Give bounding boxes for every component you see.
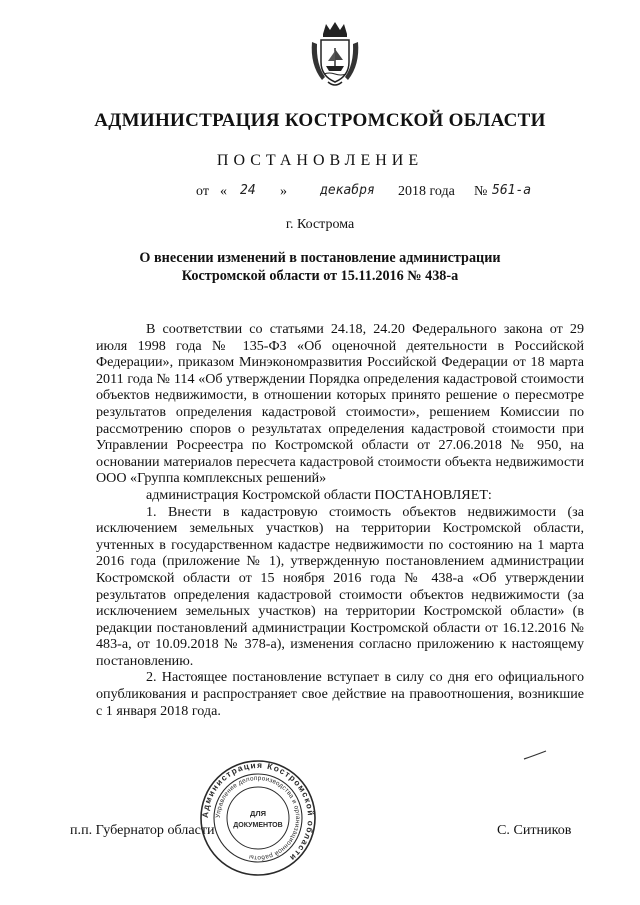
stamp-inner-text: Управление делопроизводства и организационной работы [214, 774, 302, 862]
document-type: ПОСТАНОВЛЕНИЕ [216, 152, 424, 169]
preamble-paragraph: В соответствии со статьями 24.18, 24.20 Федерального закона от 29 июля 1998 года № 135-ФЗ «Об оценочной деятельности в Российской Федерации», приказом Минэкономразвития Российской Федерации от 18 марта 2011 года № 114 «Об утверждении Порядка определения кадастровой стоимости объектов недвижимости, в отношении которых принято решение о пересмотре результатов определения кадастровой стоимости», решением Комиссии по рассмотрению споров о результатах определения кадастровой стоимости при Управлении Росреестра по Костромской области от 27.06.2018 № 950, на основании материалов пересчета кадастровой стоимости объекта недвижимости ООО «Группа комплексных решений» [96, 321, 584, 487]
decree-paragraph: администрация Костромской области ПОСТАНОВЛЯЕТ: [146, 486, 492, 503]
item-2-paragraph: 2. Настоящее постановление вступает в силу со дня его официального опубликования и распространяет свое действие на правоотношения, возникшие с 1 января 2018 года. [96, 669, 584, 719]
date-year: 2018 года [398, 184, 455, 199]
title-line: Костромской области от 15.11.2016 № 438-а [181, 268, 459, 284]
date-close-quote: » [280, 184, 287, 199]
pen-mark-icon [523, 750, 547, 760]
date-open-quote: « [220, 184, 227, 199]
official-stamp [198, 758, 318, 878]
item-1-paragraph: 1. Внести в кадастровую стоимость объектов недвижимости (за исключением земельных участков) на территории Костромской области, учтенных в государственном кадастре недвижимости по состоянию на 1 марта 2016 года (приложение № 1), утвержденную постановлением администрации Костромской области от 15 ноября 2016 года № 438-а «Об утверждении результатов определения кадастровой стоимости объектов недвижимости (за исключением земельных участков) на территории Костромской области» (в редакции постановлений администрации Костромской области от 16.12.2016 № 483-а, от 10.09.2018 № 378-а), изменения согласно приложению к настоящему постановлению. [96, 503, 584, 669]
signatory-name: С. Ситников [497, 822, 572, 838]
stamp-center-line: ДЛЯ [250, 809, 266, 818]
document-title [110, 249, 530, 285]
document-number: 561-а [492, 183, 532, 198]
stamp-ring-text: Администрация Костромской области [199, 759, 317, 864]
coat-of-arms-icon [308, 20, 362, 90]
date-month: декабря [320, 183, 375, 198]
city: г. Кострома [285, 217, 355, 232]
signatory-position: п.п. Губернатор области [70, 822, 215, 838]
date-day: 24 [240, 183, 256, 198]
date-prefix: от [196, 184, 209, 199]
document-number-label: № [474, 184, 488, 199]
title-line: О внесении изменений в постановление администрации [139, 250, 501, 266]
document-body [96, 321, 584, 719]
organization-heading: АДМИНИСТРАЦИЯ КОСТРОМСКОЙ ОБЛАСТИ [94, 110, 546, 131]
stamp-center-line: ДОКУМЕНТОВ [233, 822, 283, 829]
